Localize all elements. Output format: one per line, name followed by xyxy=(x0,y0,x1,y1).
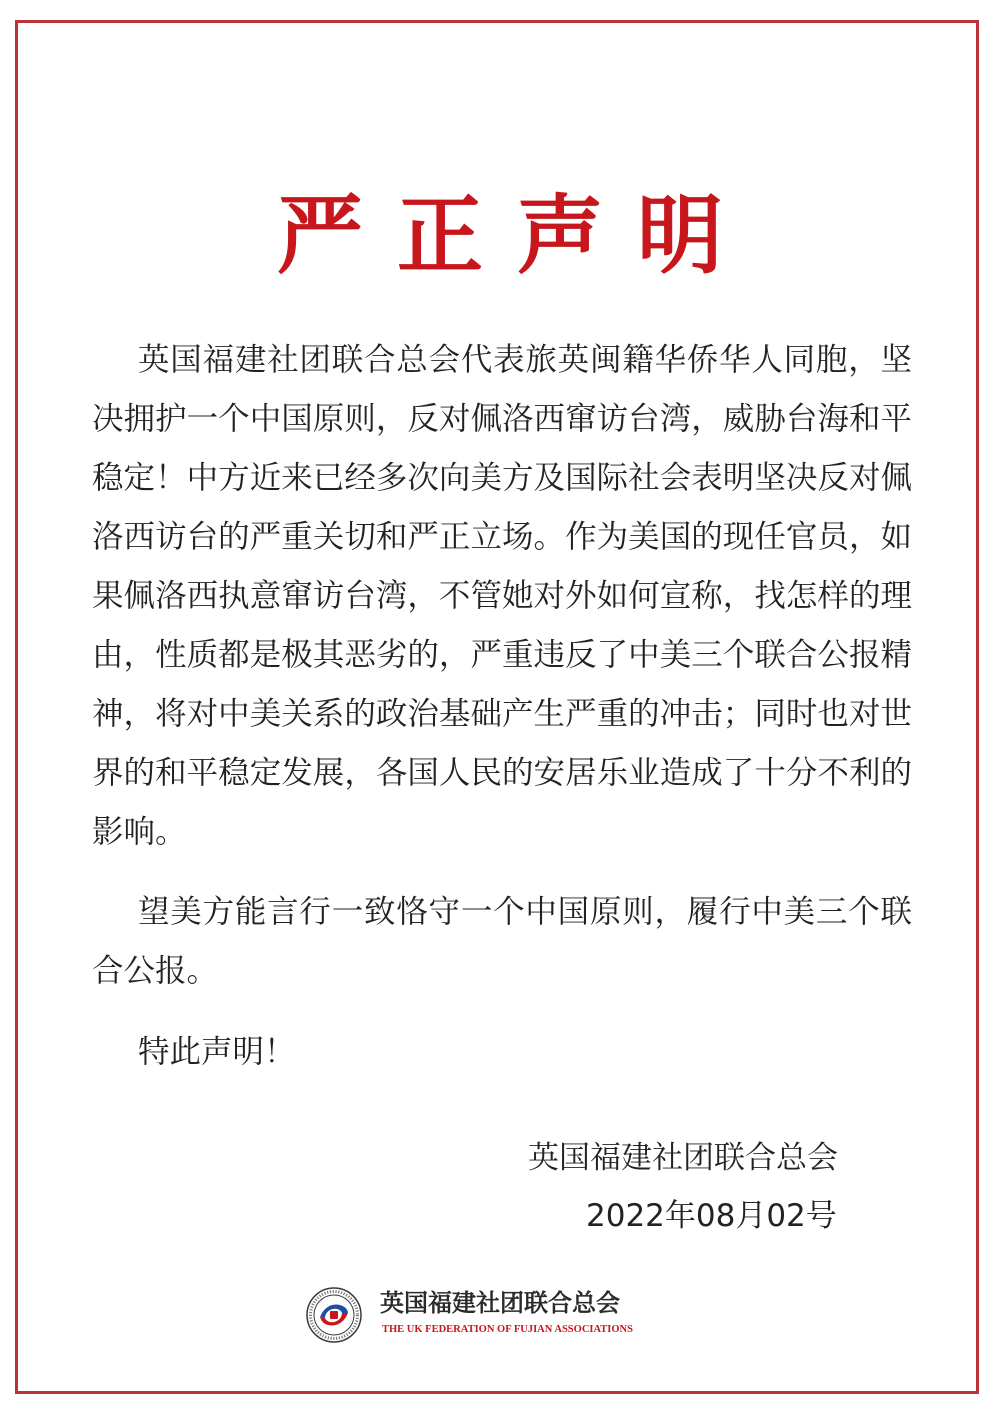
footer-organization-name: 英国福建社团联合总会 xyxy=(380,1288,620,1317)
statement-paragraph-closing: 特此声明！ xyxy=(138,1034,296,1070)
page-title: 严正声明 xyxy=(277,186,757,286)
footer-organization-name-en: THE UK FEDERATION OF FUJIAN ASSOCIATIONS xyxy=(382,1324,633,1335)
statement-paragraph-main: 英国福建社团联合总会代表旅英闽籍华侨华人同胞，坚决拥护一个中国原则，反对佩洛西窜访台湾，威胁台海和平稳定！中方近来已经多次向美方及国际社会表明坚决反对佩洛西访台的严重关切和严正立场。作为美国的现任官员，如果佩洛西执意窜访台湾，不管她对外如何宣称，找怎样的理由，性质都是极其恶劣的，严重违反了中美三个联合公报精神，将对中美关系的政治基础产生严重的冲击；同时也对世界的和平稳定发展，各国人民的安居乐业造成了十分不利的影响。 xyxy=(92,342,912,850)
federation-emblem-icon xyxy=(306,1287,362,1343)
signature-organization: 英国福建社团联合总会 xyxy=(528,1140,838,1176)
signature-date: 2022年08月02号 xyxy=(586,1198,837,1234)
statement-paragraph-appeal: 望美方能言行一致恪守一个中国原则，履行中美三个联合公报。 xyxy=(92,894,912,989)
